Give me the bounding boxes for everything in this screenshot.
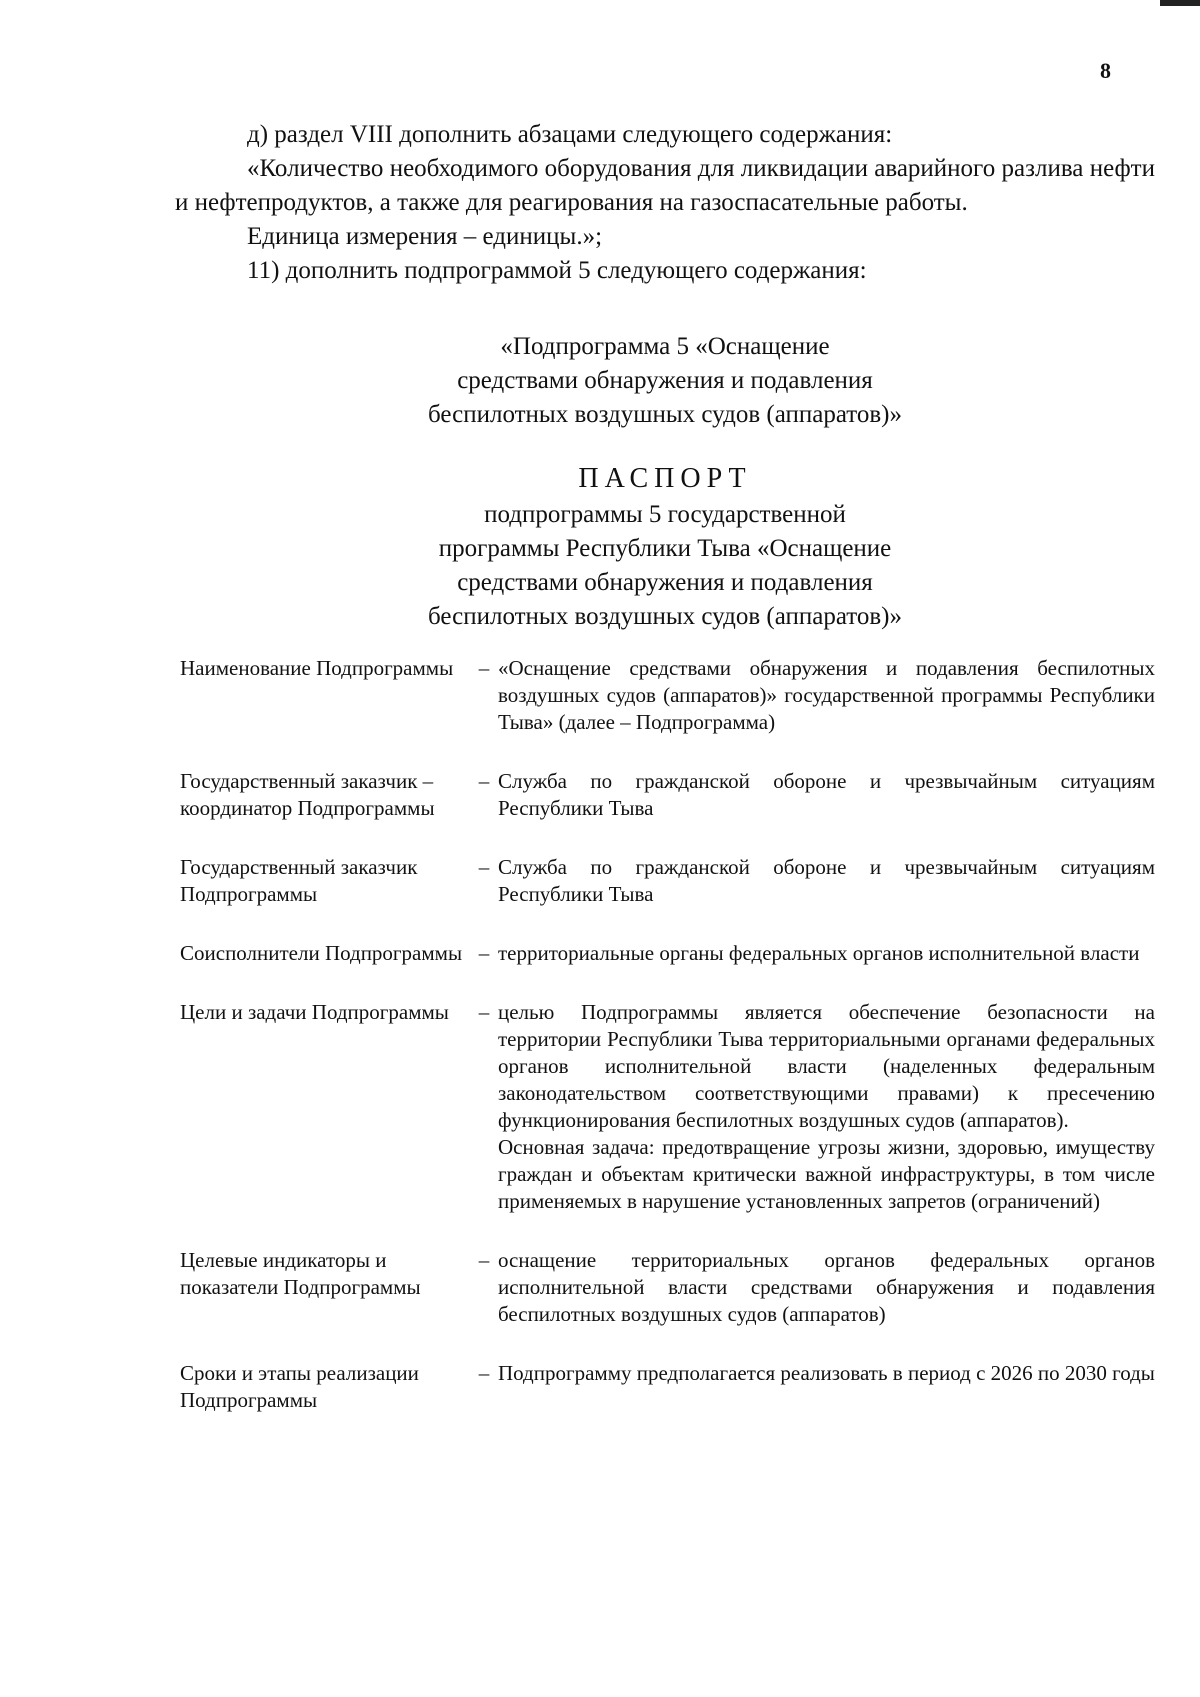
row-dash: – xyxy=(478,1361,490,1385)
row-dash: – xyxy=(478,941,490,965)
passport-row-coordinator xyxy=(180,768,1155,822)
row-label: Соисполнители Подпрограммы xyxy=(180,941,463,965)
row-value: Подпрограмму предполагается реализовать в период с 2026 по 2030 годы xyxy=(498,1361,1155,1385)
row-label: Целевые индикаторы и показатели Подпрограммы xyxy=(180,1248,421,1299)
subprogram-title-line: средствами обнаружения и подавления xyxy=(457,367,873,394)
row-label: Наименование Подпрограммы xyxy=(180,656,454,680)
passport-row-goals xyxy=(180,999,1155,1215)
row-dash: – xyxy=(478,855,490,879)
row-dash: – xyxy=(478,1000,490,1024)
row-value-task: Основная задача: предотвращение угрозы жизни, здоровью, имуществу граждан и объектам критически важной инфраструктуры, в том числе применяемых в нарушение установленных запретов (ограничений) xyxy=(498,1135,1155,1213)
scan-corner-mark xyxy=(1160,0,1200,6)
passport-subtitle-line: беспилотных воздушных судов (аппаратов)» xyxy=(428,603,902,630)
subprogram-title-line: «Подпрограмма 5 «Оснащение xyxy=(500,333,830,360)
row-label: Государственный заказчик Подпрограммы xyxy=(180,855,418,906)
passport-row-terms xyxy=(180,1360,1155,1414)
subprogram-title-line: беспилотных воздушных судов (аппаратов)» xyxy=(428,401,902,428)
row-dash: – xyxy=(478,1248,490,1272)
row-value: оснащение территориальных органов федеральных органов исполнительной власти средствами обнаружения и подавления беспилотных воздушных судов (аппаратов) xyxy=(498,1248,1155,1326)
row-label: Сроки и этапы реализации Подпрограммы xyxy=(180,1361,419,1412)
amendment-quote: «Количество необходимого оборудования для ликвидации аварийного разлива нефти и нефтепродуктов, а также для реагирования на газоспасательные работы. xyxy=(175,155,1155,216)
amendment-text xyxy=(175,118,1155,288)
amendment-unit: Единица измерения – единицы.»; xyxy=(247,223,603,250)
row-dash: – xyxy=(478,769,490,793)
page-number: 8 xyxy=(1100,58,1111,83)
row-label: Цели и задачи Подпрограммы xyxy=(180,1000,449,1024)
row-value: Служба по гражданской обороне и чрезвычайным ситуациям Республики Тыва xyxy=(498,855,1155,906)
passport-table xyxy=(180,655,1155,1446)
passport-subtitle-line: подпрограммы 5 государственной xyxy=(484,501,846,528)
subprogram-title xyxy=(175,330,1155,432)
passport-row-name xyxy=(180,655,1155,736)
passport-heading: ПАСПОРТ xyxy=(578,463,752,494)
passport-header xyxy=(175,462,1155,634)
passport-subtitle-line: средствами обнаружения и подавления xyxy=(457,569,873,596)
row-value: Служба по гражданской обороне и чрезвычайным ситуациям Республики Тыва xyxy=(498,769,1155,820)
passport-row-indicators xyxy=(180,1247,1155,1328)
amendment-item-11: 11) дополнить подпрограммой 5 следующего содержания: xyxy=(247,257,867,284)
passport-subtitle-line: программы Республики Тыва «Оснащение xyxy=(438,535,892,562)
passport-row-customer xyxy=(180,854,1155,908)
row-value xyxy=(498,999,1155,1215)
amendment-line: д) раздел VIII дополнить абзацами следующего содержания: xyxy=(247,121,893,148)
row-value-goal: целью Подпрограммы является обеспечение безопасности на территории Республики Тыва территориальными органами федеральных органов исполнительной власти (наделенных федеральным законодательством соответствующими правами) к пресечению функционирования беспилотных воздушных судов (аппаратов). xyxy=(498,1000,1155,1132)
passport-row-coexecutors xyxy=(180,940,1155,967)
row-dash: – xyxy=(478,656,490,680)
row-value: территориальные органы федеральных органов исполнительной власти xyxy=(498,941,1140,965)
row-label: Государственный заказчик – координатор Подпрограммы xyxy=(180,769,435,820)
row-value: «Оснащение средствами обнаружения и подавления беспилотных воздушных судов (аппаратов)» государственной программы Республики Тыва» (далее – Подпрограмма) xyxy=(498,656,1155,734)
